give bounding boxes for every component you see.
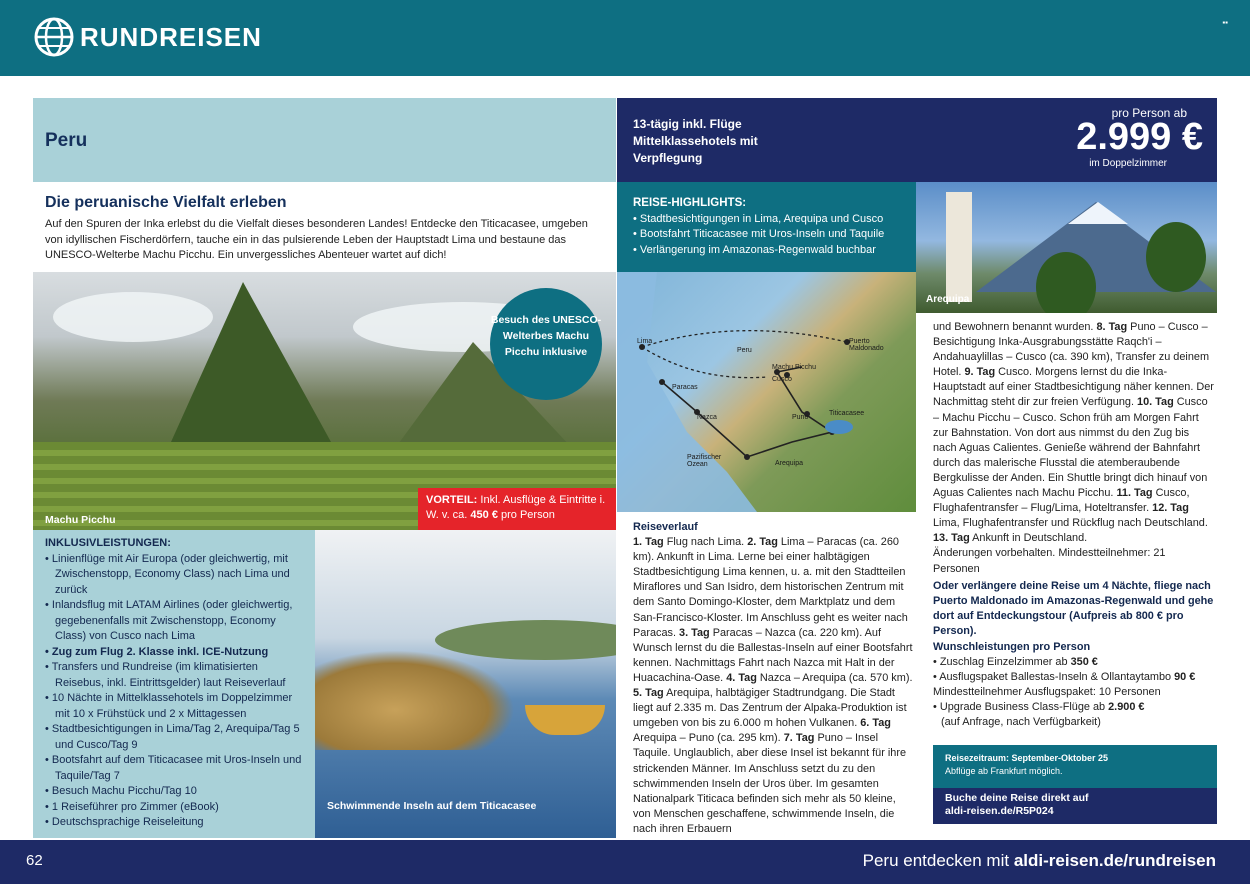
itinerary-note: Änderungen vorbehalten. Mindestteilnehmer: 21 Personen [933,547,1166,575]
country-header [33,98,616,182]
inkl-item: • Besuch Machu Picchu/Tag 10 [45,785,197,797]
day-label: 5. Tag [633,687,664,700]
inkl-item: • Bootsfahrt auf dem Titicacasee mit Uros-Inseln und Taquile/Tag 7 [45,754,302,782]
day-label: 9. Tag [964,366,996,379]
map-label: Puerto Maldonado [849,338,884,352]
price: 2.999 € [1076,116,1203,158]
vorteil-text: Inkl. Ausflüge & Eintritte i. W. v. ca. [426,494,606,521]
vorteil-label: VORTEIL: [426,494,478,506]
itinerary-heading: Reiseverlauf [633,521,698,533]
map-label: Lima [637,338,653,345]
map-label: Peru [737,347,752,354]
reed-island [315,650,515,750]
page-number: 62 [26,852,43,869]
vorteil-suffix: pro Person [497,509,555,521]
day-text: und Bewohnern benannt wurden. [933,321,1097,333]
day-text: Paracas – Nazca (ca. 220 km). Auf Wunsch lernst du die Ballestas-Inseln auf einer Bootsfahrt kennen. Nachmittags Fahrt nach Nazca mit Halt in der Huacachina-Oase. [633,626,913,684]
day-label: 11. Tag [1116,487,1153,500]
highlight-item: • Bootsfahrt Titicacasee mit Uros-Inseln und Taquile [633,228,885,240]
map-label: Pazifischer Ozean [687,454,722,468]
map-label: Paracas [672,384,698,391]
photo-caption: Schwimmende Inseln auf dem Titicacasee [327,800,537,812]
country-title: Peru [45,130,88,151]
footer-link[interactable]: aldi-reisen.de/rundreisen [1013,851,1216,870]
cathedral-tower [946,192,972,302]
inkl-item: • Transfers und Rundreise (im klimatisierten Reisebus, inkl. Eintrittsgelder) laut Reiseverlauf [45,661,286,689]
unesco-badge: Besuch des UNESCO-Welterbes Machu Picchu inklusive [490,288,602,400]
day-text: Nazca – Arequipa (ca. 570 km). [756,671,913,684]
day-label: 3. Tag [679,626,710,639]
globe-icon [33,16,75,58]
footer-bar [0,840,1250,884]
inkl-item: • Deutschsprachige Reiseleitung [45,816,204,828]
route-map-svg [617,272,916,512]
booking-link[interactable]: aldi-reisen.de/R5P024 [945,805,1054,817]
arequipa-photo [916,182,1217,313]
price-room: im Doppelzimmer [1089,158,1167,169]
wunsch-item: Mindestteilnehmer Ausflugspaket: 10 Personen [933,686,1161,699]
footer-tagline [863,851,1216,871]
palm-tree [1036,252,1096,313]
itinerary-text [933,320,1215,546]
wunsch-item: • Upgrade Business Class-Flüge ab 2.900 € [933,701,1145,714]
day-text: Arequipa, halbtägiger Stadtrundgang. Die Stadt liegt auf 2.335 m. Das Zentrum der Alpaka-Produktion ist umgeben von bis zu 6.000 m hohen Vulkanen. [633,687,907,730]
travel-period-box [933,745,1217,788]
inkl-item: • Stadtbesichtigungen in Lima/Tag 2, Arequipa/Tag 5 und Cusco/Tag 9 [45,723,300,751]
highlight-item: • Verlängerung im Amazonas-Regenwald buchbar [633,243,876,256]
highlight-item: • Stadtbesichtigungen in Lima, Arequipa und Cusco [633,212,884,225]
map-label: Machu Picchu [772,364,816,371]
photo-caption: Arequipa [926,294,970,305]
booking-line: Buche deine Reise direkt auf [945,792,1089,804]
day-label: 8. Tag [1096,321,1128,333]
titicaca-photo [315,530,616,838]
day-label: 13. Tag [933,532,970,545]
header-bar [0,0,1250,76]
inkl-item: • Linienflüge mit Air Europa (oder gleichwertig, mit Zwischenstopp, Economy Class) nach Lima und zurück [45,552,290,596]
corner-mark: ▪▪ [1222,18,1228,27]
day-text: Puno – Cusco – Besichtigung Inka-Ausgrabungsstätte Raqch'i – Andahuaylillas – Cusco (ca. 390 km), Transfer zu deinem Hotel. [933,321,1210,379]
map-label: Nazca [697,414,717,421]
map-label: Puno [792,414,809,421]
optional-services [933,640,1215,731]
day-text: Lima – Paracas (ca. 260 km). Ankunft in Lima. Lerne bei einer halbtägigen Stadtbesichtigung Lima kennen, u. a. mit den Stadtteilen Miraflores und San Isidro, dem historischen Zentrum mit dem Santo Domingo-Kloster, dem Marktplatz und dem San-Francisco-Kloster. Im Anschluss geht es weiter nach Paracas. [633,536,908,639]
map-label: Cusco [772,376,792,383]
inkl-item: • 1 Reiseführer pro Zimmer (eBook) [45,800,219,813]
day-text: Arequipa – Puno (ca. 295 km). [633,732,784,745]
vorteil-box [418,488,616,530]
offer-header [617,98,1217,182]
inkl-item: • Inlandsflug mit LATAM Airlines (oder gleichwertig, gegebenenfalls mit Zwischenstopp, Economy Class) von Cusco nach Lima [45,599,293,642]
vorteil-amount: 450 € [470,509,498,521]
price-prefix: pro Person ab [1111,106,1187,120]
travel-period: Reisezeitraum: September-Oktober 25 [945,753,1109,763]
wunsch-item: • Zuschlag Einzelzimmer ab 350 € [933,656,1098,669]
day-text: Puno – Insel Taquile. Unglaublich, aber diese Insel ist bekannt für ihre strickenden Männer. Im Anschluss setzt du zu den schwimmenden Inseln der Uros über. Im gesamten Nationalpark Titicaca befinden sich mehr als 50 kleine, von Menschen geschaffene, schwimmende Inseln, die nach ihren Erbauern [633,732,907,835]
map-label: Arequipa [775,460,804,467]
itinerary-text [633,535,913,837]
intro-text: Auf den Spuren der Inka erlebst du die Vielfalt dieses besonderen Landes! Entdecke den Titicacasee, umgeben von idyllischen Fischerdörfern, tauche ein in das pulsierende Leben der Hauptstadt Lima und bestaune das UNESCO-Welterbe Machu Picchu. Ein unvergessliches Abenteuer wartet auf dich! [45,218,588,261]
tagline-text: Peru entdecken mit [862,851,1014,870]
palm-tree [1146,222,1206,292]
day-label: 10. Tag [1137,396,1174,409]
reed-boat [525,705,605,735]
photo-caption: Machu Picchu [45,514,116,526]
day-text: Lima, Flughafentransfer und Rückflug nach Deutschland. [933,517,1208,530]
inkl-item: • Zug zum Flug 2. Klasse inkl. ICE-Nutzung [45,645,269,658]
section-title: RUNDREISEN [80,22,262,52]
day-text: Ankunft in Deutschland. [969,532,1088,545]
inkl-item: • 10 Nächte in Mittelklassehotels im Doppelzimmer mit 10 x Frühstück und 2 x Mittagessen [45,692,293,720]
day-label: 12. Tag [1152,502,1189,515]
itinerary-continued [933,320,1215,577]
day-label: 2. Tag [747,536,778,549]
departure-note: Abflüge ab Frankfurt möglich. [945,766,1063,776]
day-text: Cusco. Morgens lernst du die Inka-Hauptstadt auf einer Stadtbesichtigung näher kennen. Der Nachmittag steht dir zur freien Verfügung. [933,366,1214,409]
day-label: 1. Tag [633,536,664,549]
inclusive-services [33,530,315,838]
wunsch-heading: Wunschleistungen pro Person [933,641,1091,653]
itinerary [633,520,913,837]
map-label: Titicacasee [829,410,865,417]
route-map [617,272,916,512]
day-label: 4. Tag [726,671,757,684]
extension-offer: Oder verlängere deine Reise um 4 Nächte, fliege nach Puerto Maldonado im Amazonas-Regenwald und gehe dort auf Entdeckungstour (Aufpreis ab 800 € pro Person). [933,580,1214,638]
volcano-snow [1068,202,1128,224]
day-label: 6. Tag [860,717,891,730]
inkl-heading: INKLUSIVLEISTUNGEN: [45,537,171,549]
day-text: Cusco – Machu Picchu – Cusco. Schon früh am Morgen Fahrt zur Bahnstation. Von dort aus nimmst du den Zug bis nach Aguas Calientes. Genieße während der Bahnfahrt durch das malerische Flusstal die atemberaubende Bergkulisse der Anden. Ein Shuttle bringt dich hinauf von Aguas Calientes nach Machu Picchu. [933,396,1208,500]
offer-details: 13-tägig inkl. Flüge Mittelklassehotels mit Verpflegung [633,117,758,165]
day-text: Cusco, Flughafentransfer – Flug/Lima, Hoteltransfer. [933,487,1190,515]
highlights-heading: REISE-HIGHLIGHTS: [633,197,747,209]
booking-box[interactable] [933,788,1217,824]
highlights-box [617,182,916,272]
wunsch-item: (auf Anfrage, nach Verfügbarkeit) [941,716,1101,729]
day-label: 7. Tag [783,732,815,745]
intro-heading: Die peruanische Vielfalt erleben [45,194,287,211]
day-text: Flug nach Lima. [663,536,748,549]
wunsch-item: • Ausflugspaket Ballestas-Inseln & Ollantaytambo 90 € [933,671,1196,684]
